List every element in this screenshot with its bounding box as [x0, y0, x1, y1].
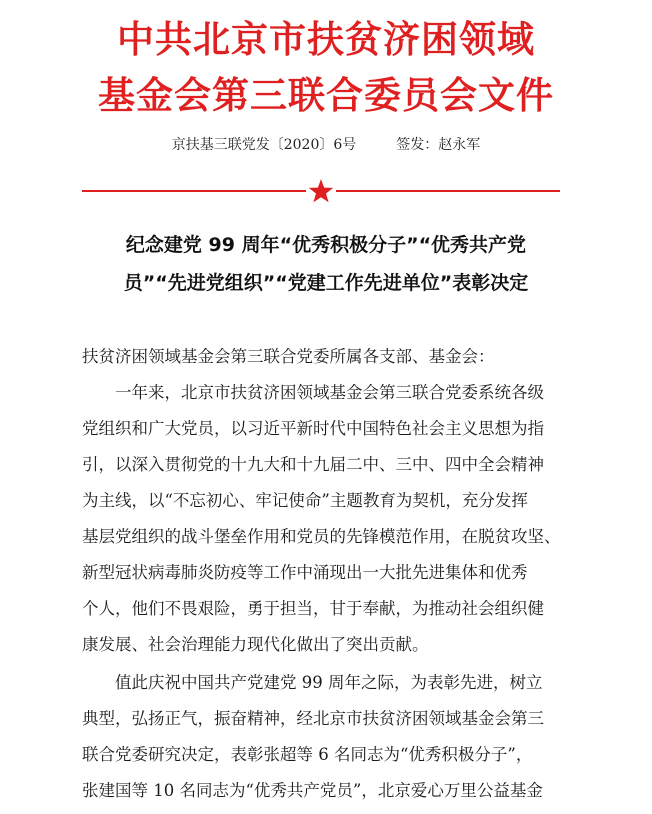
document-heading-line1: 纪念建党 99 周年“优秀积极分子”“优秀共产党 — [125, 234, 527, 256]
body-line: 引，以深入贯彻党的十九大和十九届二中、三中、四中全会精神 — [82, 455, 544, 474]
star-icon — [308, 178, 334, 204]
body-line: 值此庆祝中国共产党建党 99 周年之际，为表彰先进，树立 — [82, 673, 543, 692]
document-number: 京扶基三联党发〔2020〕6号 — [171, 137, 357, 153]
divider-line-right — [336, 190, 560, 192]
body-line: 张建国等 10 名同志为“优秀共产党员”，北京爱心万里公益基金 — [82, 781, 543, 800]
body-line: 康发展、社会治理能力现代化做出了突出贡献。 — [82, 635, 429, 654]
body-line: 扶贫济困领域基金会第三联合党委所属各支部、基金会： — [82, 347, 495, 366]
divider-line-left — [82, 190, 306, 192]
document-heading-line2: 员”“先进党组织”“党建工作先进单位”表彰决定 — [123, 272, 529, 294]
body-line: 典型，弘扬正气，振奋精神，经北京市扶贫济困领域基金会第三 — [82, 709, 544, 728]
body-line: 基层党组织的战斗堡垒作用和党员的先锋模范作用，在脱贫攻坚、 — [82, 527, 561, 546]
body-line: 为主线，以“不忘初心、牢记使命”主题教育为契机，充分发挥 — [82, 491, 528, 510]
body-line: 联合党委研究决定，表彰张超等 6 名同志为“优秀积极分子”， — [82, 745, 533, 764]
red-header-title-line1: 中共北京市扶贫济困领域 — [117, 18, 535, 61]
red-divider — [82, 178, 560, 204]
body-line: 个人，他们不畏艰险，勇于担当，甘于奉献，为推动社会组织健 — [82, 599, 544, 618]
body-line: 党组织和广大党员，以习近平新时代中国特色社会主义思想为指 — [82, 419, 544, 438]
signer: 签发：赵永军 — [396, 137, 481, 153]
red-header-title-line2: 基金会第三联合委员会文件 — [98, 74, 554, 117]
body-line: 一年来，北京市扶贫济困领域基金会第三联合党委系统各级 — [82, 383, 544, 402]
document-number-line — [0, 134, 652, 154]
body-line: 新型冠状病毒肺炎防疫等工作中涌现出一大批先进集体和优秀 — [82, 563, 528, 582]
